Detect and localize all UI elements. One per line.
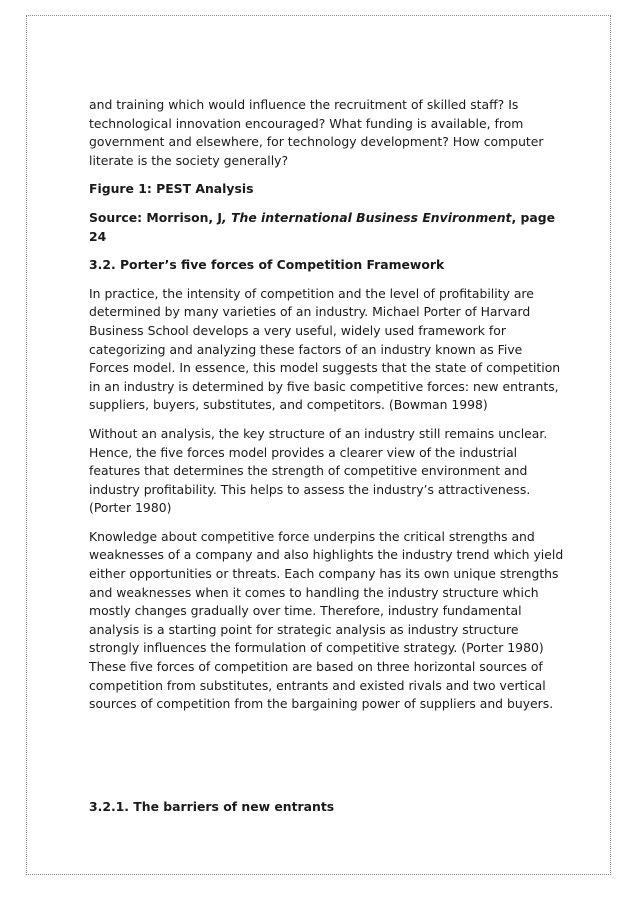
figure-caption: Figure 1: PEST Analysis — [89, 181, 254, 197]
source-prefix: Source: Morrison, J — [89, 209, 223, 225]
paragraph-1: In practice, the intensity of competition and the level of profitability are determined by many varieties of an industry. Michael Porter of Harvard Business School develops a very useful, widely used framework for categorizing and analyzing these factors of an industry known as Five Forces model. In essence, this model suggests that the state of competition in an industry is determined by five basic competitive forces: new entrants, suppliers, buyers, substitutes, and competitors. (Bowman 1998) — [89, 285, 561, 413]
paragraph-2: Without an analysis, the key structure of an industry still remains unclear. Hence, the five forces model provides a clearer view of the industrial features that determines the strength of competitive environment and industry profitability. This helps to assess the industry’s attractiveness. (Porter 1980) — [89, 425, 548, 516]
source-suffix: , page 24 — [89, 209, 555, 244]
figure-source — [89, 209, 564, 246]
source-title: , The international Business Environment — [222, 209, 512, 225]
spacer — [89, 724, 564, 798]
intro-paragraph: and training which would influence the recruitment of skilled staff? Is technological innovation encouraged? What funding is available, from government and elsewhere, for technology development? How computer literate is the society generally? — [89, 97, 544, 168]
paragraph-3: Knowledge about competitive force underpins the critical strengths and weaknesses of a company and also highlights the industry trend which yield either opportunities or threats. Each company has its own unique strengths and weaknesses when it comes to handling the industry structure which mostly changes gradually over time. Therefore, industry fundamental analysis is a starting point for strategic analysis as industry structure strongly influences the formulation of competitive strategy. (Porter 1980) These five forces of competition are based on three horizontal sources of competition from substitutes, entrants and existed rivals and two vertical sources of competition from the bargaining power of suppliers and buyers. — [89, 528, 564, 712]
section-heading: 3.2. Porter’s five forces of Competition Framework — [89, 257, 445, 273]
subsection-heading: 3.2.1. The barriers of new entrants — [89, 798, 335, 814]
document-body — [89, 96, 564, 826]
